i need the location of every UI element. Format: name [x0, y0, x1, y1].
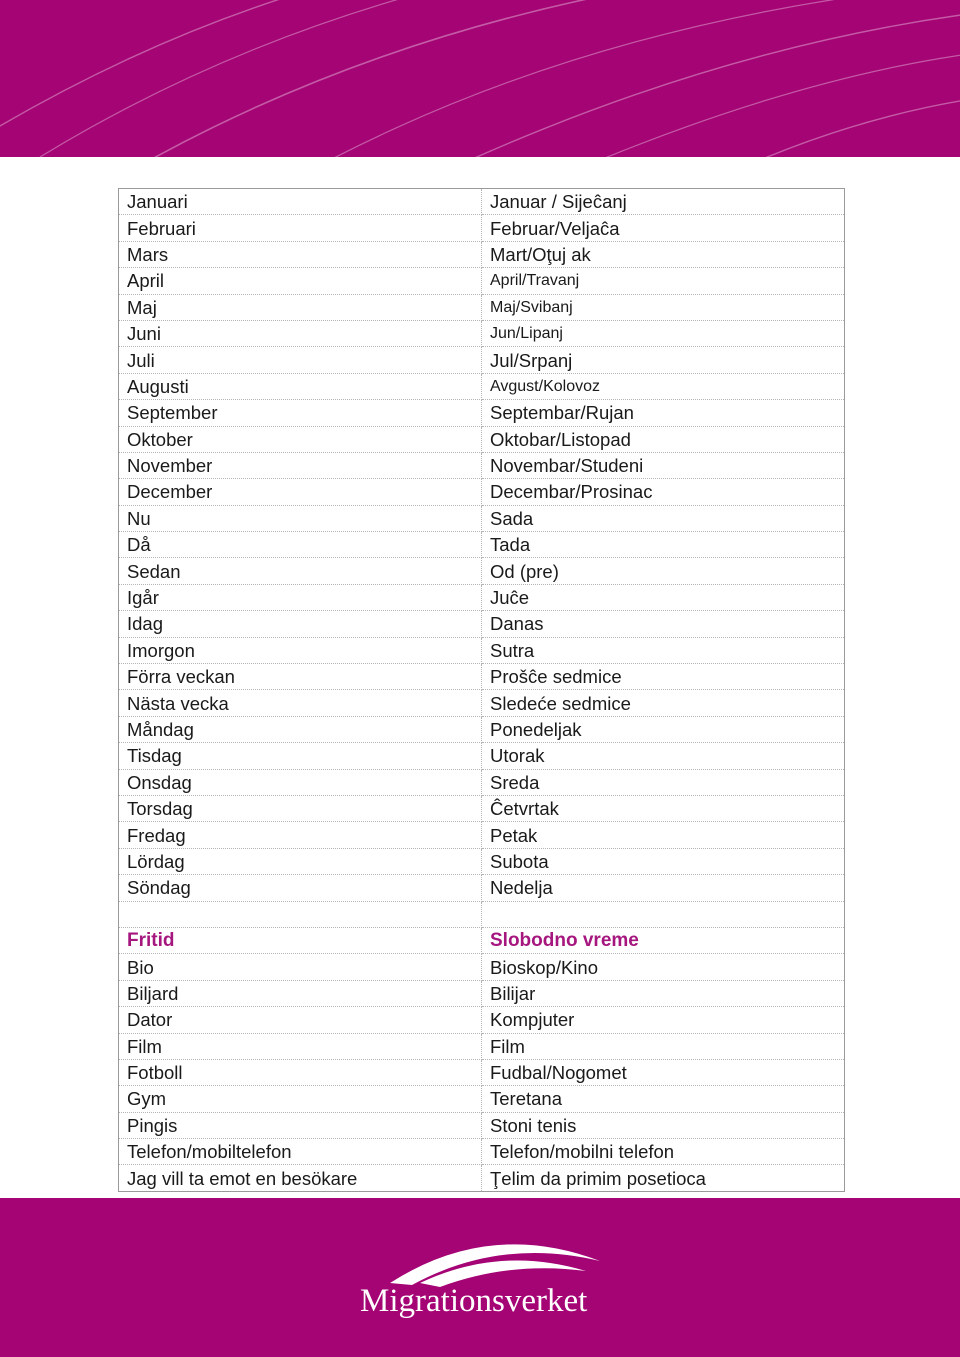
bosnian-term: Oktobar/Listopad [482, 426, 845, 452]
swedish-term: Igår [119, 584, 482, 610]
table-row [119, 1007, 845, 1033]
swedish-term: Maj [119, 294, 482, 320]
table-row [119, 690, 845, 716]
table-row [119, 1059, 845, 1085]
table-row [119, 241, 845, 267]
table-row [119, 875, 845, 901]
bosnian-term: Nedelja [482, 875, 845, 901]
bosnian-term: Stoni tenis [482, 1112, 845, 1138]
table-row [119, 795, 845, 821]
bosnian-term: Prošĉe sedmice [482, 664, 845, 690]
swedish-term: Förra veckan [119, 664, 482, 690]
bosnian-term: Juĉe [482, 584, 845, 610]
swedish-term: Pingis [119, 1112, 482, 1138]
swedish-term: Juni [119, 320, 482, 346]
table-row [119, 637, 845, 663]
table-row [119, 452, 845, 478]
swedish-term: November [119, 452, 482, 478]
swedish-term: Mars [119, 241, 482, 267]
vocabulary-table [118, 188, 845, 1192]
bosnian-term: Decembar/Prosinac [482, 479, 845, 505]
table-row [119, 532, 845, 558]
bosnian-term: Ĉetvrtak [482, 795, 845, 821]
swedish-term: September [119, 400, 482, 426]
table-row [119, 189, 845, 215]
swedish-term: Augusti [119, 373, 482, 399]
bosnian-term: Septembar/Rujan [482, 400, 845, 426]
table-row [119, 980, 845, 1006]
swedish-term: Bio [119, 954, 482, 980]
table-row [119, 716, 845, 742]
swedish-term: Måndag [119, 716, 482, 742]
bosnian-term: Februar/Veljaĉa [482, 215, 845, 241]
table-row [119, 769, 845, 795]
bosnian-term: Sledeće sedmice [482, 690, 845, 716]
swedish-term: Sedan [119, 558, 482, 584]
table-row [119, 426, 845, 452]
table-row [119, 954, 845, 980]
swedish-term: Idag [119, 611, 482, 637]
swedish-term: Fotboll [119, 1059, 482, 1085]
table-row [119, 1086, 845, 1112]
header-swoosh-decoration [0, 0, 960, 157]
swedish-term: Nästa vecka [119, 690, 482, 716]
table-row [119, 584, 845, 610]
table-row [119, 347, 845, 373]
swedish-term [119, 901, 482, 927]
swedish-term: Biljard [119, 980, 482, 1006]
swedish-term: Lördag [119, 848, 482, 874]
bosnian-term: Fudbal/Nogomet [482, 1059, 845, 1085]
swedish-term: Dator [119, 1007, 482, 1033]
swedish-term: Oktober [119, 426, 482, 452]
swedish-term: Fredag [119, 822, 482, 848]
swedish-term: Söndag [119, 875, 482, 901]
bosnian-term: Utorak [482, 743, 845, 769]
bosnian-term: Sada [482, 505, 845, 531]
table-row [119, 479, 845, 505]
migrationsverket-logo [350, 1231, 620, 1331]
bosnian-term: Avgust/Kolovoz [482, 373, 845, 399]
spacer-row [119, 901, 845, 927]
bosnian-term: Jul/Srpanj [482, 347, 845, 373]
table-row [119, 558, 845, 584]
table-row [119, 1033, 845, 1059]
table-row [119, 373, 845, 399]
bosnian-term: Novembar/Studeni [482, 452, 845, 478]
table-row [119, 848, 845, 874]
table-row [119, 320, 845, 346]
bosnian-term: Sreda [482, 769, 845, 795]
bosnian-term: Danas [482, 611, 845, 637]
table-row [119, 822, 845, 848]
swedish-term: Juli [119, 347, 482, 373]
swedish-term: Telefon/mobiltelefon [119, 1139, 482, 1165]
bosnian-term: Bilijar [482, 980, 845, 1006]
table-row [119, 743, 845, 769]
bosnian-term: Mart/Oţuj ak [482, 241, 845, 267]
swedish-term: Gym [119, 1086, 482, 1112]
bosnian-term: Teretana [482, 1086, 845, 1112]
bosnian-term: Kompjuter [482, 1007, 845, 1033]
table-row [119, 505, 845, 531]
swedish-term: Då [119, 532, 482, 558]
bosnian-term: Bioskop/Kino [482, 954, 845, 980]
bosnian-term: Sutra [482, 637, 845, 663]
bosnian-term: Film [482, 1033, 845, 1059]
table-row [119, 1139, 845, 1165]
table-row [119, 664, 845, 690]
swedish-term: Januari [119, 189, 482, 215]
header-band [0, 0, 960, 157]
swedish-term: Tisdag [119, 743, 482, 769]
swedish-term: Torsdag [119, 795, 482, 821]
table-row [119, 1165, 845, 1191]
swedish-term: Imorgon [119, 637, 482, 663]
section-heading-bosnian: Slobodno vreme [482, 927, 845, 953]
bosnian-term: April/Travanj [482, 268, 845, 294]
table-row [119, 215, 845, 241]
swedish-term: Onsdag [119, 769, 482, 795]
bosnian-term: Tada [482, 532, 845, 558]
table-row [119, 1112, 845, 1138]
swedish-term: Nu [119, 505, 482, 531]
bosnian-term: Maj/Svibanj [482, 294, 845, 320]
bosnian-term: Od (pre) [482, 558, 845, 584]
table-row [119, 294, 845, 320]
bosnian-term: Januar / Sijeĉanj [482, 189, 845, 215]
swedish-term: April [119, 268, 482, 294]
bosnian-term: Subota [482, 848, 845, 874]
bosnian-term: Jun/Lipanj [482, 320, 845, 346]
bosnian-term: Ponedeljak [482, 716, 845, 742]
table-row [119, 400, 845, 426]
swedish-term: Film [119, 1033, 482, 1059]
swedish-term: Februari [119, 215, 482, 241]
table-row [119, 611, 845, 637]
section-heading-row [119, 927, 845, 953]
logo-wordmark: Migrationsverket [360, 1283, 588, 1319]
bosnian-term: Petak [482, 822, 845, 848]
table-row [119, 268, 845, 294]
bosnian-term [482, 901, 845, 927]
swedish-term: December [119, 479, 482, 505]
swedish-term: Jag vill ta emot en besökare [119, 1165, 482, 1191]
bosnian-term: Ţelim da primim posetioca [482, 1165, 845, 1191]
logo-arc-icon [350, 1231, 620, 1291]
section-heading-swedish: Fritid [119, 927, 482, 953]
bosnian-term: Telefon/mobilni telefon [482, 1139, 845, 1165]
